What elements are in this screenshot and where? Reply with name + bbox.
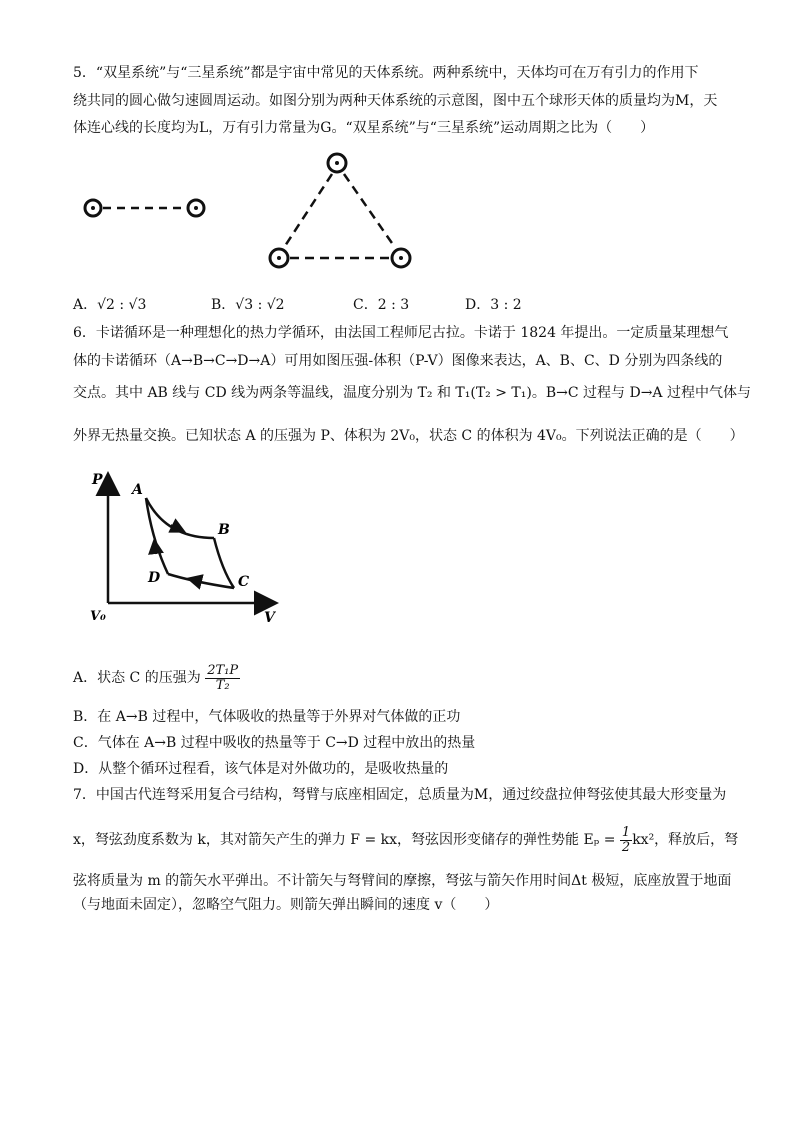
q7-stem-line2: x，弩弦劲度系数为 k，其对箭矢产生的弹力 F = kx，弩弦因形变储存的弹性势能 Eₚ = $\frac{1}{2}$ kx²，释放后，弩	[73, 824, 739, 855]
q6-stem-line2: 体的卡诺循环（A→B→C→D→A）可用如图压强-体积（P-V）图像来表达，A、B、C、D 分别为四条线的	[73, 353, 723, 369]
point-b-label: B	[218, 522, 230, 538]
p-axis-label: P	[92, 472, 103, 488]
curve-bc	[214, 538, 234, 588]
q7-stem-line1: 7．中国古代连弩采用复合弓结构，弩臂与底座相固定，总质量为M，通过绞盘拉伸弩弦使其最大形变量为	[73, 787, 727, 803]
curve-ab	[146, 498, 214, 538]
q5-stem-line3: 体连心线的长度均为L，万有引力常量为G。“双星系统”与“三星系统”运动周期之比为（ ）	[73, 120, 655, 136]
q6-stem-line3: 交点。其中 AB 线与 CD 线为两条等温线，温度分别为 T₂ 和 T₁(T₂ > T₁)。B→C 过程与 D→A 过程中气体与	[73, 385, 751, 401]
fraction-one-half: $\frac{1}{2}$	[621, 824, 631, 855]
q7-stem-line4: （与地面未固定），忽略空气阻力。则箭矢弹出瞬间的速度 v（ ）	[73, 897, 499, 913]
q5-option-b[interactable]: B．√3 : √2	[211, 297, 285, 313]
q5-options	[73, 294, 633, 312]
q6-option-d[interactable]: D．从整个循环过程看，该气体是对外做功的，是吸收热量的	[73, 761, 449, 777]
origin-label: V₀	[90, 609, 106, 624]
q5-option-c[interactable]: C．2 : 3	[353, 297, 410, 313]
fraction-2t1p-over-t2: $\frac{\text{2T₁P}}{\text{T₂}}$	[207, 662, 239, 693]
q6-option-b[interactable]: B．在 A→B 过程中，气体吸收的热量等于外界对气体做的正功	[73, 709, 461, 725]
triple-star-diagram	[262, 150, 422, 274]
curve-da	[146, 498, 168, 574]
q7-stem-line3: 弦将质量为 m 的箭矢水平弹出。不计箭矢与弩臂间的摩擦，弩弦与箭矢作用时间Δt 极短，底座放置于地面	[73, 873, 732, 889]
point-c-label: C	[238, 574, 250, 590]
q5-option-a[interactable]: A．√2 : √3	[73, 297, 147, 313]
q6-option-c[interactable]: C．气体在 A→B 过程中吸收的热量等于 C→D 过程中放出的热量	[73, 735, 476, 751]
q6-stem-line4: 外界无热量交换。已知状态 A 的压强为 P、体积为 2V₀，状态 C 的体积为 4V₀。下列说法正确的是（ ）	[73, 428, 744, 444]
v-axis-label: V	[264, 610, 275, 626]
binary-star-diagram	[80, 196, 210, 220]
point-a-label: A	[132, 482, 143, 498]
pv-diagram	[86, 470, 286, 630]
q5-stem-line2: 绕共同的圆心做匀速圆周运动。如图分别为两种天体系统的示意图，图中五个球形天体的质量均为M，天	[73, 93, 718, 109]
q5-stem-line1: 5．“双星系统”与“三星系统”都是宇宙中常见的天体系统。两种系统中，天体均可在万有引力的作用下	[73, 65, 699, 81]
point-d-label: D	[148, 570, 161, 586]
q6-option-a[interactable]	[73, 658, 723, 698]
q6-stem-line1: 6．卡诺循环是一种理想化的热力学循环，由法国工程师尼古拉。卡诺于 1824 年提出。一定质量某理想气	[73, 325, 729, 341]
q5-option-d[interactable]: D．3 : 2	[465, 297, 522, 313]
q6-option-a-text: A．状态 C 的压强为	[73, 670, 201, 686]
